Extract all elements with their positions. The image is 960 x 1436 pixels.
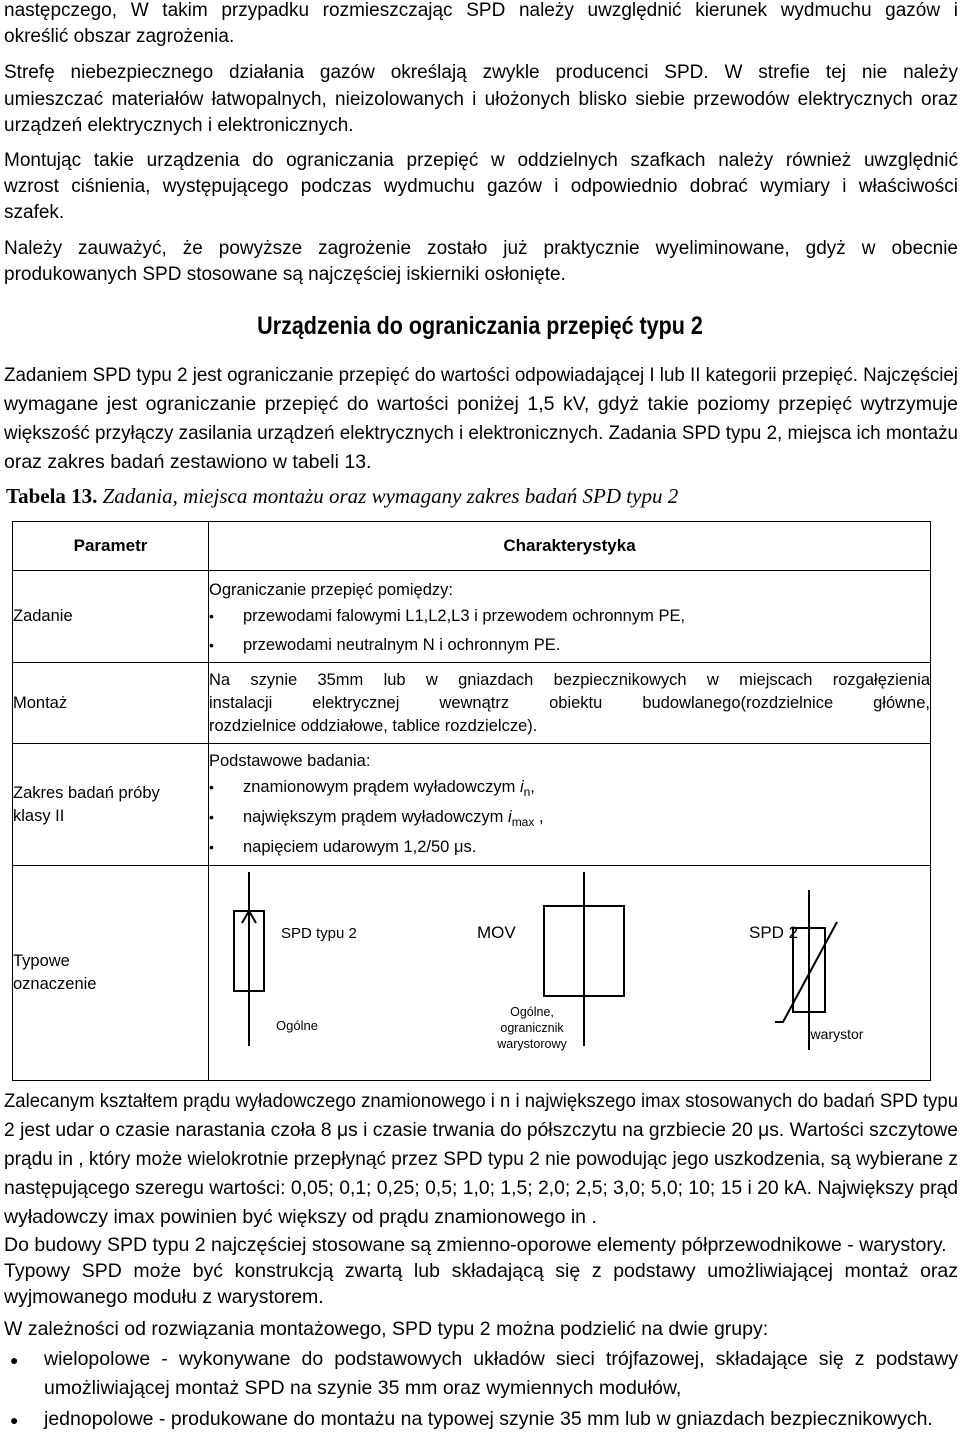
symbols-cell bbox=[209, 866, 931, 1081]
spd-table bbox=[12, 521, 931, 1081]
body-line: następującego szeregu wartości: 0,05; 0,1; 0,25; 0,5; 1,0; 1,5; 2,0; 2,5; 3,0; 5,0; 10; 15 i 20 kA. Największy prąd bbox=[4, 1177, 959, 1199]
list-item bbox=[209, 803, 930, 833]
list-item bbox=[209, 773, 930, 803]
body-line: wyjmowanego modułu z warystorem. bbox=[4, 1286, 324, 1308]
row-intro: Podstawowe badania: bbox=[209, 752, 371, 770]
row-label: Montaż bbox=[13, 663, 209, 744]
item-punct: , bbox=[534, 808, 544, 826]
row-content bbox=[209, 571, 931, 663]
list-item: • napięciem udarowym 1,2/50 μs. bbox=[209, 833, 930, 862]
text-line: rozdzielnice oddziałowe, tablice rozdzielcze). bbox=[209, 717, 538, 735]
symbol: i bbox=[519, 778, 524, 796]
body-line: umieszczać materiałów łatwopalnych, nieizolowanych i ułożonych blisko siebie przewodów elektrycznych oraz bbox=[4, 89, 958, 110]
table-row bbox=[13, 866, 931, 1081]
row-label bbox=[13, 866, 209, 1081]
spd-symbols-svg bbox=[209, 866, 931, 1080]
body-line: Strefę niebezpiecznego działania gazów określają zwykle producenci SPD. W strefie tej nie należy bbox=[4, 62, 958, 83]
row-label: Zadanie bbox=[13, 571, 209, 663]
label-warystorowy: warystorowy bbox=[497, 1037, 567, 1051]
body-line: wyładowczy imax powinien być większy od prądu znamionowego in . bbox=[4, 1206, 597, 1228]
bullet-list bbox=[209, 773, 930, 862]
body-line: prądu in , który może wielokrotnie przepłynąć przez SPD typu 2 nie powodując jego uszkodzenia, są wybierane z bbox=[4, 1148, 958, 1170]
symbol-subscript: max bbox=[511, 815, 535, 829]
section-heading: Urządzenia do ograniczania przepięć typu 2 bbox=[257, 312, 703, 340]
label-spd-typu-2: SPD typu 2 bbox=[281, 925, 357, 942]
list-item: jednopolowe - produkowane do montażu na typowej szynie 35 mm lub w gniazdach bezpiecznikowych. bbox=[44, 1408, 933, 1430]
body-line: Do budowy SPD typu 2 najczęściej stosowane są zmienno-oporowe elementy półprzewodnikowe - warystory. bbox=[4, 1234, 947, 1256]
body-line: Należy zauważyć, że powyższe zagrożenie zostało już praktycznie wyeliminowane, gdyż w obecnie bbox=[4, 238, 958, 259]
item-text: największym prądem wyładowczym bbox=[243, 808, 504, 826]
label-ogranicznik: ogranicznik bbox=[500, 1021, 564, 1035]
text-line: Na szynie 35mm lub w gniazdach bezpiecznikowych w miejscach rozgałęzienia bbox=[209, 671, 930, 689]
symbol: i bbox=[508, 808, 512, 826]
body-line: oraz zakres badań zestawiono w tabeli 13. bbox=[4, 451, 372, 473]
body-line: wzrost ciśnienia, występującego podczas wydmuchu gazów i odpowiednio dobrać wymiary i właściwości bbox=[4, 176, 958, 197]
list-item: wielopolowe - wykonywane do podstawowych układów sieci trójfazowej, składające się z podstawy bbox=[44, 1348, 958, 1370]
table-row bbox=[13, 744, 931, 866]
row-content bbox=[209, 663, 931, 744]
list-item: • przewodami falowymi L1,L2,L3 i przewodem ochronnym PE, bbox=[209, 602, 930, 631]
table-row bbox=[13, 663, 931, 744]
table-caption-label: Tabela 13. bbox=[6, 484, 98, 508]
row-intro: Ograniczanie przepięć pomiędzy: bbox=[209, 581, 453, 599]
label-ogolne: Ogólne bbox=[276, 1018, 318, 1033]
label-mov: MOV bbox=[477, 923, 516, 942]
label-spd-2: SPD 2 bbox=[749, 923, 799, 942]
body-line: następczego, W takim przypadku rozmieszczając SPD należy uwzględnić kierunek wydmuchu gazów i bbox=[4, 0, 958, 21]
symbol-subscript: n bbox=[523, 785, 531, 799]
body-line: wymagane jest ograniczanie przepięć do wartości poniżej 1,5 kV, gdyż takie poziomy przepięć wytrzymuje bbox=[4, 393, 958, 415]
body-line: szafek. bbox=[4, 202, 65, 223]
body-line: większość przyłączy zasilania urządzeń elektrycznych i elektronicznych. Zadania SPD typu 2, miejsca ich montażu bbox=[4, 422, 959, 444]
bullet-list bbox=[209, 602, 930, 660]
label-ogolne-ogr: Ogólne, bbox=[510, 1005, 554, 1019]
body-line: Zadaniem SPD typu 2 jest ograniczanie przepięć do wartości odpowiadającej I lub II kategorii przepięć. Najczęściej bbox=[4, 364, 958, 386]
list-item: umożliwiającej montaż SPD na szynie 35 mm oraz wymiennych modułów, bbox=[44, 1377, 682, 1399]
table-caption bbox=[6, 484, 678, 509]
label-warystor: warystor bbox=[810, 1026, 864, 1042]
column-header-charakterystyka: Charakterystyka bbox=[209, 522, 931, 571]
table-caption-text: Zadania, miejsca montażu oraz wymagany zakres badań SPD typu 2 bbox=[102, 484, 679, 508]
body-line: W zależności od rozwiązania montażowego, SPD typu 2 można podzielić na dwie grupy: bbox=[4, 1318, 769, 1340]
row-label-line: Typowe bbox=[13, 952, 70, 970]
row-label bbox=[13, 744, 209, 866]
list-item: • przewodami neutralnym N i ochronnym PE. bbox=[209, 631, 930, 660]
body-line: Typowy SPD może być konstrukcją zwartą lub składającą się z podstawy umożliwiającej montaż oraz bbox=[4, 1260, 958, 1282]
row-label-line: Zakres badań próby bbox=[13, 783, 160, 802]
body-line: Zalecanym kształtem prądu wyładowczego znamionowego i n i największego imax stosowanych do badań SPD typu bbox=[4, 1090, 959, 1112]
body-line: Montując takie urządzenia do ograniczania przepięć w oddzielnych szafkach należy również uwzględnić bbox=[4, 150, 958, 171]
text-line: instalacji elektrycznej wewnątrz obiektu budowlanego(rozdzielnice główne, bbox=[209, 694, 930, 712]
bullet-icon: ● bbox=[10, 1412, 19, 1428]
row-label-line: oznaczenie bbox=[13, 975, 97, 993]
column-header-parametr: Parametr bbox=[13, 522, 209, 571]
body-line: 2 jest udar o czasie narastania czoła 8 μs i czasie trwania do półszczytu na grzbiecie 20 μs. Wartości szczytowe bbox=[4, 1119, 958, 1141]
body-line: określić obszar zagrożenia. bbox=[4, 26, 235, 47]
table-row bbox=[13, 571, 931, 663]
item-text: znamionowym prądem wyładowczym bbox=[243, 778, 516, 796]
bullet-icon: ● bbox=[10, 1352, 19, 1368]
body-line: produkowanych SPD stosowane są najczęściej iskierniki osłonięte. bbox=[4, 264, 566, 285]
spd-symbols-diagram bbox=[209, 866, 930, 1080]
item-punct: , bbox=[530, 778, 535, 796]
body-line: urządzeń elektrycznych i elektronicznych. bbox=[4, 115, 354, 136]
table-header-row bbox=[13, 522, 931, 571]
row-content bbox=[209, 744, 931, 866]
row-label-line: klasy II bbox=[13, 806, 65, 825]
